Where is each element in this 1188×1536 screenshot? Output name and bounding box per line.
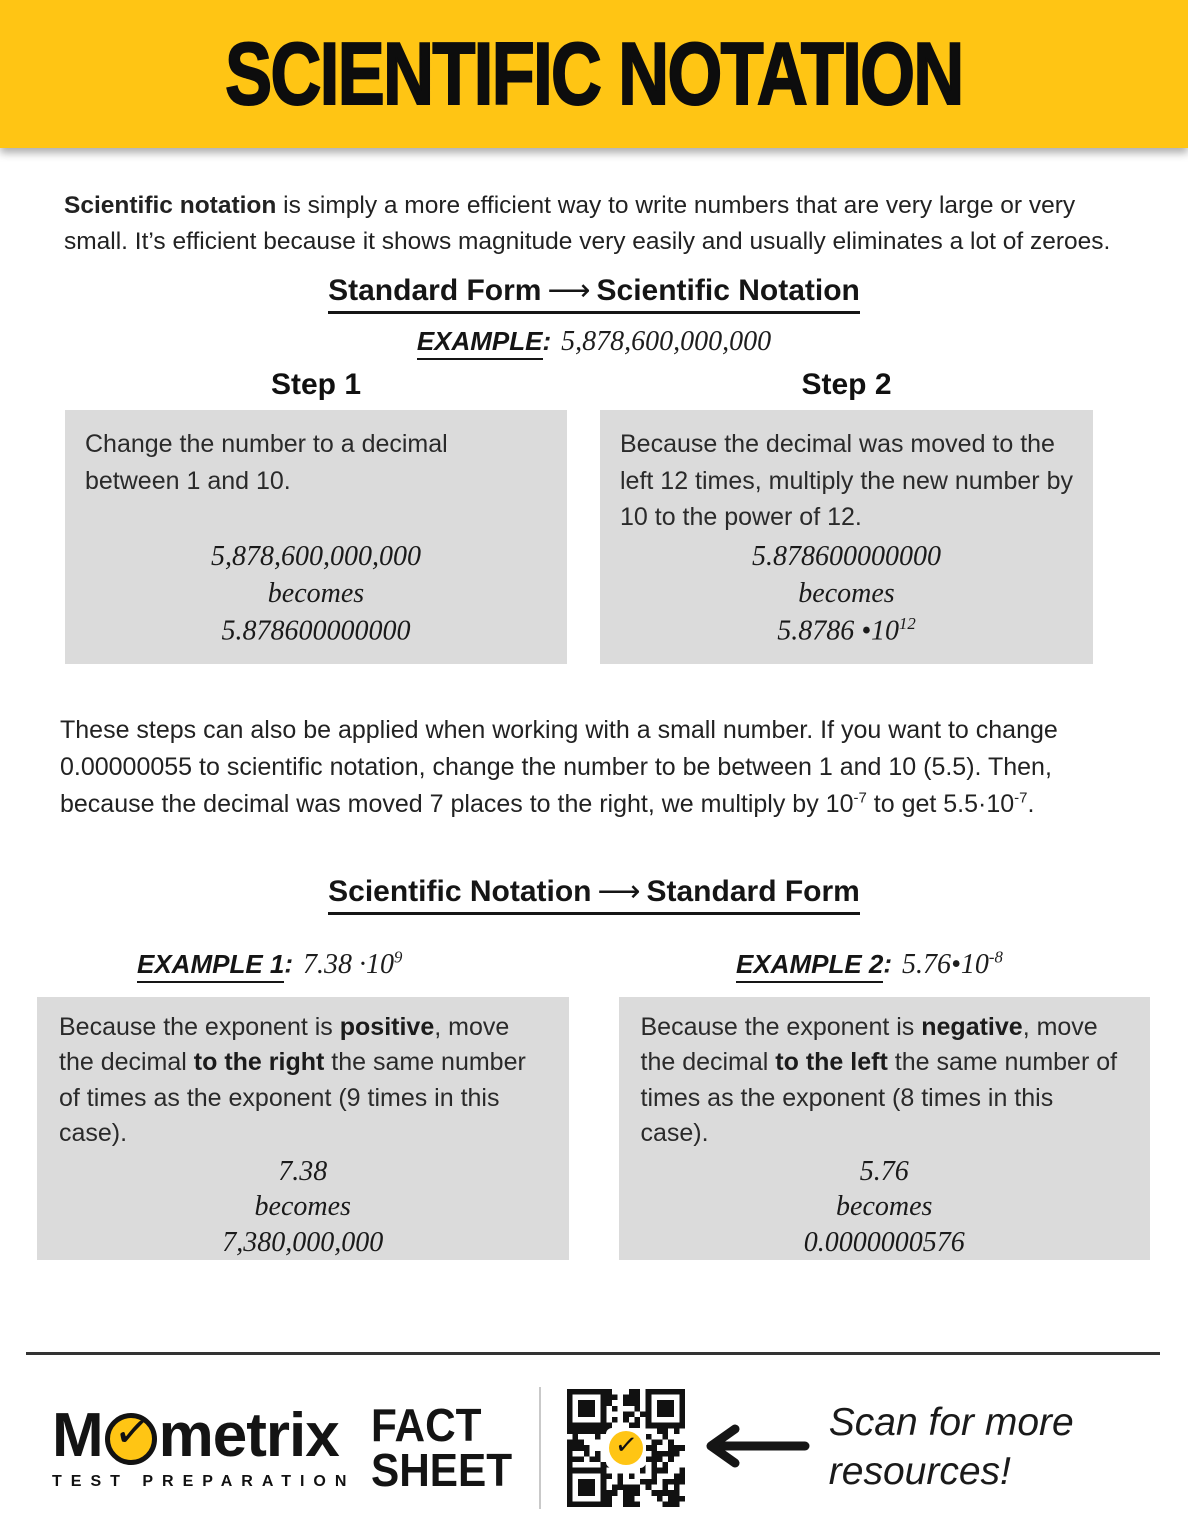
left-arrow-icon [701,1424,811,1473]
step-1-becomes: becomes [267,577,365,609]
example-line [0,326,1188,360]
note-part-1: These steps can also be applied when working with a small number. If you want to change 0.00000055 to scientific notation, change the number to be between 1 and 10 (5.5). Then, because the decimal was moved 7 places to the right, we multiply by 10 [60,716,1058,818]
example-label: EXAMPLE [417,326,543,360]
mometrix-logo [52,1401,356,1491]
example-2-value-base: 5.76•10 [902,948,989,980]
example-2-label-line [601,947,1150,982]
example-1-label: EXAMPLE 1 [137,949,284,983]
page-title: SCIENTIFIC NOTATION [225,24,963,123]
example-labels-row [37,947,1150,982]
footer [0,1352,1188,1509]
intro-rest: is simply a more efficient way to write numbers that are very large or very small. It’s efficient because it shows magnitude very easily and usually eliminates a lot of zeroes. [64,192,1111,255]
qr-center-logo [606,1428,646,1468]
scan-text-line-2: resources! [828,1450,1011,1493]
checkmark-icon: ✓ [111,1405,153,1460]
example-1-value-base: 7.38 ·10 [303,948,395,980]
qr-code [567,1389,685,1507]
step-2-becomes: becomes [798,577,895,609]
example-1-bold-direction: to the right [193,1048,325,1077]
step-2-box [600,410,1093,664]
mometrix-wordmark [52,1401,355,1470]
logo-tagline: TEST PREPARATION [52,1473,356,1490]
example-colon: : [542,326,552,357]
step-1-body: Change the number to a decimal between 1 and 10. [85,430,448,495]
example-2-bold-direction: to the left [775,1048,888,1077]
footer-divider-line [26,1352,1160,1355]
step-1-result-base: 5.878600000000 [221,615,411,647]
example-2-body-post: the same number of times as the exponent (8 times in this case). [640,1048,1118,1148]
note-part-2: to get 5.5·10 [866,789,1015,818]
step-1-box [65,410,567,664]
example-2-colon: : [883,948,893,979]
step-1-column [65,368,567,664]
step-1-from: 5,878,600,000,000 [211,540,421,572]
footer-content [0,1387,1188,1509]
logo-letters-metrix: metrix [158,1401,339,1470]
example-1-box [37,997,569,1260]
example-2-result: 0.0000000576 [803,1227,965,1259]
heading-right: Scientific Notation [596,274,860,308]
example-1-body-pre: Because the exponent is [59,1012,340,1041]
qr-check-circle-icon [609,1428,643,1465]
footer-vertical-divider [539,1387,541,1509]
example-1-becomes: becomes [254,1191,351,1223]
intro-lead-bold: Scientific notation [64,192,277,219]
step-2-from: 5.878600000000 [752,540,941,572]
step-2-column [600,368,1093,664]
example-1-bold-positive: positive [339,1012,435,1041]
step-1-result [85,613,547,650]
logo-letter-m: M [52,1401,103,1470]
section-heading-text [328,273,860,314]
example-2-box [619,997,1151,1260]
heading-left: Standard Form [328,274,542,308]
example-2-bold-negative: negative [921,1012,1023,1041]
example-1-column [37,997,569,1260]
note-part-3: . [1027,789,1035,818]
step-2-result-exponent: 12 [899,613,916,633]
qr-checkmark-icon: ✓ [613,1428,640,1462]
example-1-body-mid: , move the decimal [59,1012,510,1077]
step-2-title: Step 2 [801,368,892,402]
steps-row [65,368,1093,664]
right-arrow-glyph-2: ⟶ [597,874,641,910]
section-heading-standard-to-scientific [0,273,1188,314]
logo-check-circle-icon [105,1405,157,1465]
note-exponent-2: -7 [1014,789,1028,807]
example-boxes-row [37,997,1150,1260]
note-exponent-1: -7 [853,789,867,807]
example-1-label-line [37,947,551,982]
example-1-from: 7.38 [278,1155,328,1187]
example-2-from: 5.76 [859,1155,909,1187]
scan-for-more-text [829,1399,1074,1497]
small-number-note [60,712,1130,822]
example-2-body-pre: Because the exponent is [640,1012,922,1041]
heading-2-left: Scientific Notation [328,875,592,909]
example-2-label: EXAMPLE 2 [736,949,883,983]
example-1-value-exponent: 9 [394,947,403,967]
step-1-transformation [85,539,547,650]
example-2-value-exponent: -8 [988,947,1003,967]
example-value: 5,878,600,000,000 [561,326,772,358]
section-heading-text-2 [328,874,860,915]
example-1-colon: : [284,948,294,979]
step-2-result-base: 5.8786 •10 [777,615,900,647]
title-banner [0,0,1188,148]
sheet-label: SHEET [371,1444,513,1496]
example-2-value [892,949,1003,980]
example-2-body-mid: , move the decimal [640,1012,1098,1077]
scan-text-line-1: Scan for more [828,1401,1074,1445]
right-arrow-glyph: ⟶ [547,273,591,309]
example-1-result: 7,380,000,000 [222,1227,384,1259]
example-2-transformation [641,1154,1129,1261]
example-1-body-post: the same number of times as the exponent (9 times in this case). [59,1048,526,1148]
step-2-result [620,613,1073,650]
intro-paragraph [64,188,1124,259]
section-heading-scientific-to-standard [0,874,1188,915]
heading-2-right: Standard Form [646,875,860,909]
example-2-becomes: becomes [836,1191,933,1223]
example-1-transformation [59,1154,547,1261]
example-2-column [619,997,1151,1260]
example-1-value [293,949,402,980]
step-2-transformation [620,539,1073,650]
fact-sheet-label [371,1398,513,1496]
fact-label: FACT [371,1398,482,1451]
step-1-title: Step 1 [270,368,362,402]
step-2-body: Because the decimal was moved to the left 12 times, multiply the new number by 10 to the power of 12. [620,430,1073,532]
